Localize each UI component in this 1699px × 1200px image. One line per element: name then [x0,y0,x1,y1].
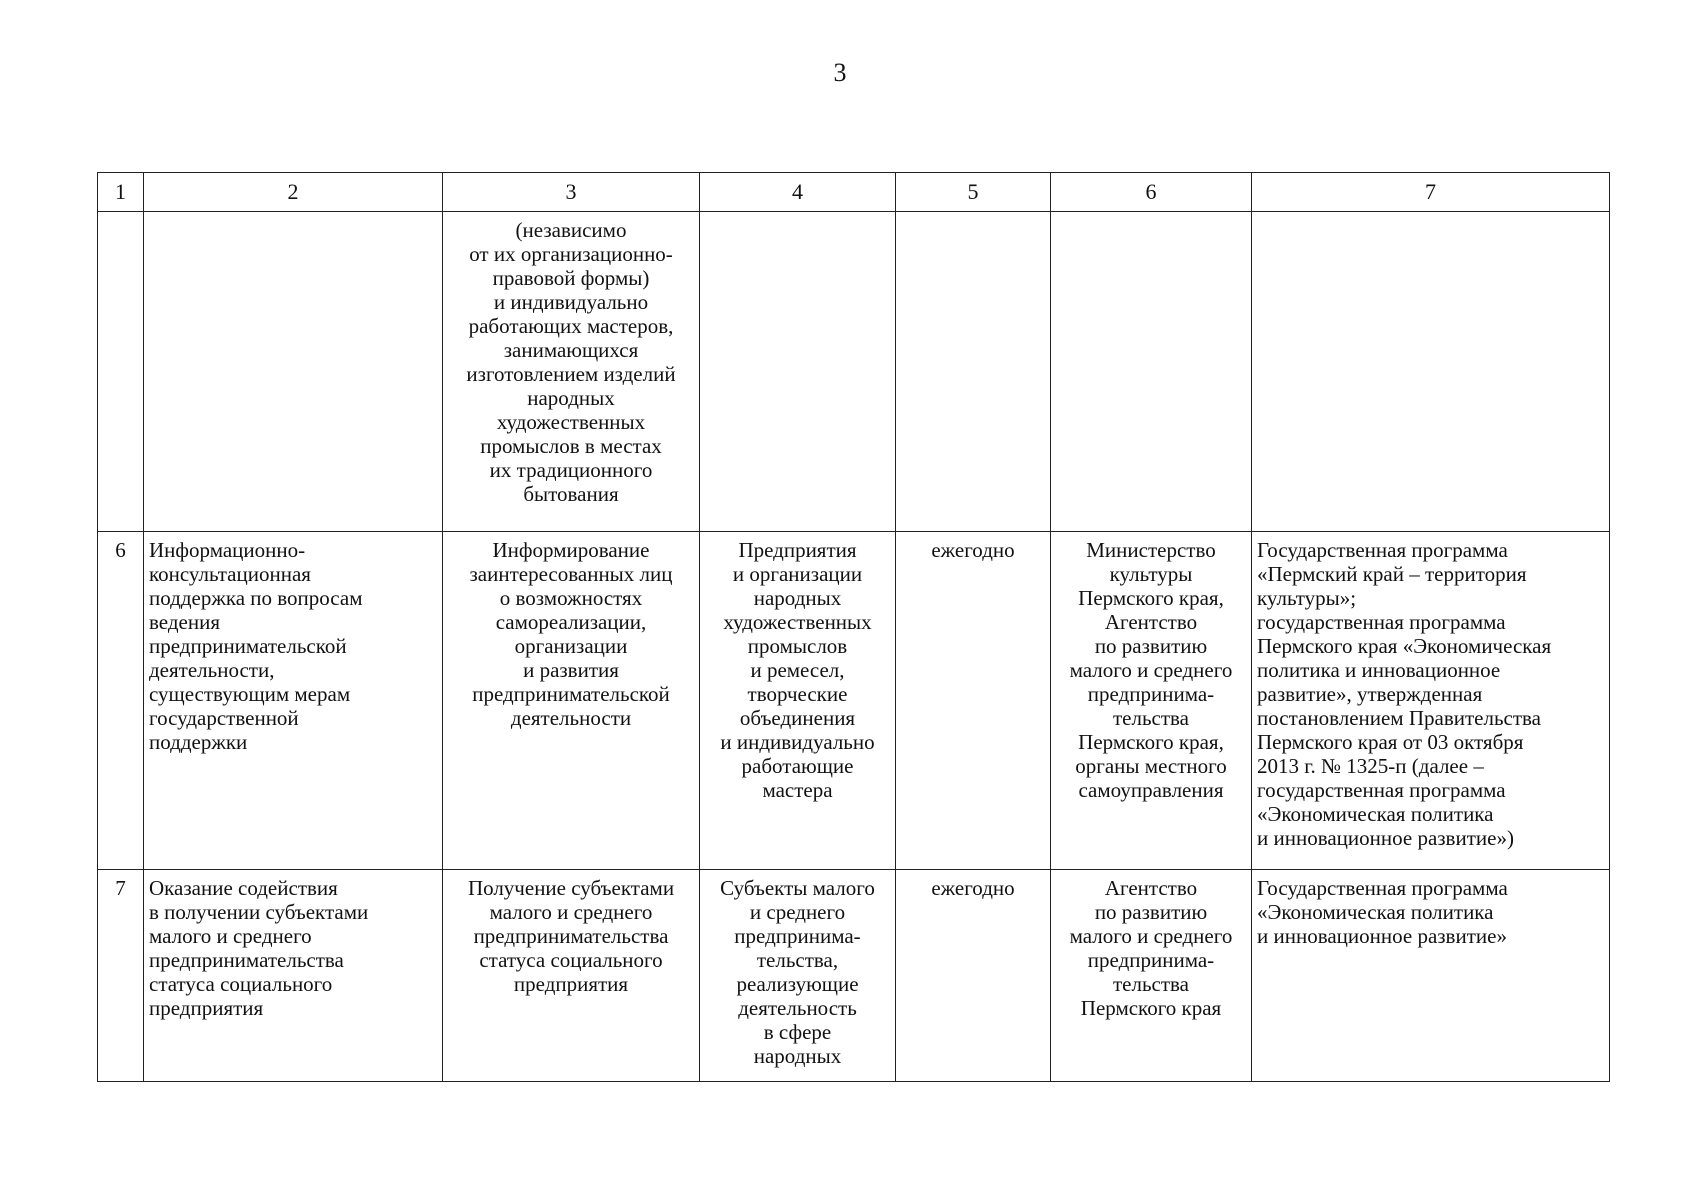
cell-text-line: тельства [1112,706,1189,730]
cell-text-line: деятельности [510,706,632,730]
cell-text-line: Министерство [1086,538,1216,562]
cell-text-line: тельства, [756,948,839,972]
deadline-cell [896,532,1051,870]
cell-text-line: деятельности, [149,658,275,682]
cell-text-line: работающих мастеров, [468,314,674,338]
cell-text-line: реализующие [736,972,859,996]
cell-text-line: Предприятия [738,538,857,562]
cell-text-line: бытования [523,482,619,506]
cell-text-line: и среднего [749,900,846,924]
cell-text-line: поддержки [149,730,248,754]
plan-table [97,172,1610,1082]
responsible-cell [1051,532,1252,870]
cell-text-line: предпринимательской [149,634,347,658]
cell-text-line: объединения [739,706,856,730]
cell-text-line: 2013 г. № 1325-п (далее – [1257,754,1484,778]
cell-text-line: Пермского края [1080,996,1222,1020]
cell-text-line: органы местного [1075,754,1227,778]
cell-text-line: культуры»; [1257,586,1357,610]
header-cell-4: 4 [700,173,896,212]
cell-text-line: и ремесел, [750,658,845,682]
measure-cell [144,532,443,870]
measure-cell [144,870,443,1082]
cell-text-line: ведения [149,610,220,634]
cell-text-line: культуры [1109,562,1193,586]
cell-text-line: Государственная программа [1257,876,1508,900]
cell-text-line: и инновационное развитие» [1257,924,1507,948]
cell-text-line: статуса социального [149,972,333,996]
deadline-cell [896,870,1051,1082]
cell-text-line: Пермского края «Экономическая [1257,634,1552,658]
deadline-cell [896,212,1051,532]
participants-cell [700,212,896,532]
cell-text-line: поддержка по вопросам [149,586,363,610]
cell-text-line: постановлением Правительства [1257,706,1542,730]
row-number [98,212,144,532]
cell-text-line: (независимо [515,218,627,242]
program-cell [1252,870,1610,1082]
cell-text-line: промыслов в местах [480,434,662,458]
table-row [98,532,1610,870]
content-cell [443,870,700,1082]
cell-text-line: «Пермский край – территория [1257,562,1527,586]
cell-text-line: Агентство [1104,610,1198,634]
cell-text-line: о возможностях [499,586,643,610]
cell-text-line: в сфере [763,1020,832,1044]
cell-text-line: работающие [741,754,854,778]
cell-text-line: «Экономическая политика [1257,900,1494,924]
cell-text-line: малого и среднего [149,924,312,948]
cell-text-line: и организации [732,562,863,586]
cell-text-line: предприятия [513,972,629,996]
row-number: 6 [98,532,144,870]
row-number: 7 [98,870,144,1082]
cell-text-line: предпринима- [734,924,861,948]
cell-text-line: по развитию [1094,634,1208,658]
table-header-row [98,173,1610,212]
header-cell-5: 5 [896,173,1051,212]
cell-text-line: предпринимательской [472,682,670,706]
cell-text-line: ежегодно [931,538,1015,562]
header-cell-6: 6 [1051,173,1252,212]
cell-text-line: предпринима- [1087,948,1215,972]
cell-text-line: Субъекты малого [720,876,875,900]
participants-cell [700,532,896,870]
cell-text-line: государственной [149,706,299,730]
cell-text-line: государственная программа [1257,610,1506,634]
cell-text-line: развитие», утвержденная [1257,682,1483,706]
header-cell-2: 2 [144,173,443,212]
responsible-cell [1051,212,1252,532]
cell-text-line: ежегодно [931,876,1015,900]
cell-text-line: предприятия [149,996,264,1020]
participants-cell [700,870,896,1082]
cell-text-line: изготовлением изделий [466,362,676,386]
cell-text-line: существующим мерам [149,682,351,706]
cell-text-line: Информационно- [149,538,306,562]
cell-text-line: предпринимательства [473,924,669,948]
responsible-cell [1051,870,1252,1082]
table-row [98,870,1610,1082]
cell-text-line: политика и инновационное [1257,658,1501,682]
cell-text-line: в получении субъектами [149,900,369,924]
cell-text-line: тельства [1112,972,1189,996]
cell-text-line: промыслов [747,634,848,658]
header-cell-1: 1 [98,173,144,212]
cell-text-line: самоуправления [1078,778,1224,802]
page-number: 3 [833,58,847,87]
cell-text-line: художественных [496,410,646,434]
cell-text-line: Получение субъектами [467,876,675,900]
cell-text-line: государственная программа [1257,778,1506,802]
content-cell [443,532,700,870]
cell-text-line: и индивидуально [493,290,649,314]
cell-text-line: Пермского края от 03 октября [1257,730,1524,754]
header-cell-3: 3 [443,173,700,212]
cell-text-line: мастера [762,778,833,802]
table-row [98,212,1610,532]
cell-text-line: от их организационно- [469,242,673,266]
cell-text-line: организации [514,634,628,658]
cell-text-line: правовой формы) [492,266,650,290]
cell-text-line: Пермского края, [1078,730,1224,754]
cell-text-line: Агентство [1104,876,1198,900]
cell-text-line: предпринимательства [149,948,344,972]
cell-text-line: художественных [723,610,872,634]
cell-text-line: малого и среднего [1069,658,1233,682]
program-cell [1252,212,1610,532]
cell-text-line: консультационная [149,562,311,586]
cell-text-line: предпринима- [1087,682,1215,706]
cell-text-line: заинтересованных лиц [469,562,673,586]
cell-text-line: Государственная программа [1257,538,1508,562]
cell-text-line: и инновационное развитие») [1257,826,1514,850]
cell-text-line: Пермского края, [1078,586,1224,610]
content-cell [443,212,700,532]
cell-text-line: Информирование [492,538,650,562]
header-cell-7: 7 [1252,173,1610,212]
cell-text-line: статуса социального [479,948,663,972]
cell-text-line: Оказание содействия [149,876,338,900]
cell-text-line: их традиционного [489,458,653,482]
cell-text-line: «Экономическая политика [1257,802,1494,826]
cell-text-line: малого и среднего [489,900,653,924]
cell-text-line: деятельность [738,996,857,1020]
program-cell [1252,532,1610,870]
cell-text-line: народных [753,586,842,610]
cell-text-line: занимающихся [503,338,639,362]
cell-text-line: малого и среднего [1069,924,1233,948]
cell-text-line: народных [527,386,615,410]
cell-text-line: народных [753,1044,842,1068]
cell-text-line: и индивидуально [720,730,875,754]
cell-text-line: по развитию [1094,900,1208,924]
cell-text-line: и развития [523,658,619,682]
cell-text-line: творческие [747,682,848,706]
cell-text-line: самореализации, [495,610,647,634]
measure-cell [144,212,443,532]
